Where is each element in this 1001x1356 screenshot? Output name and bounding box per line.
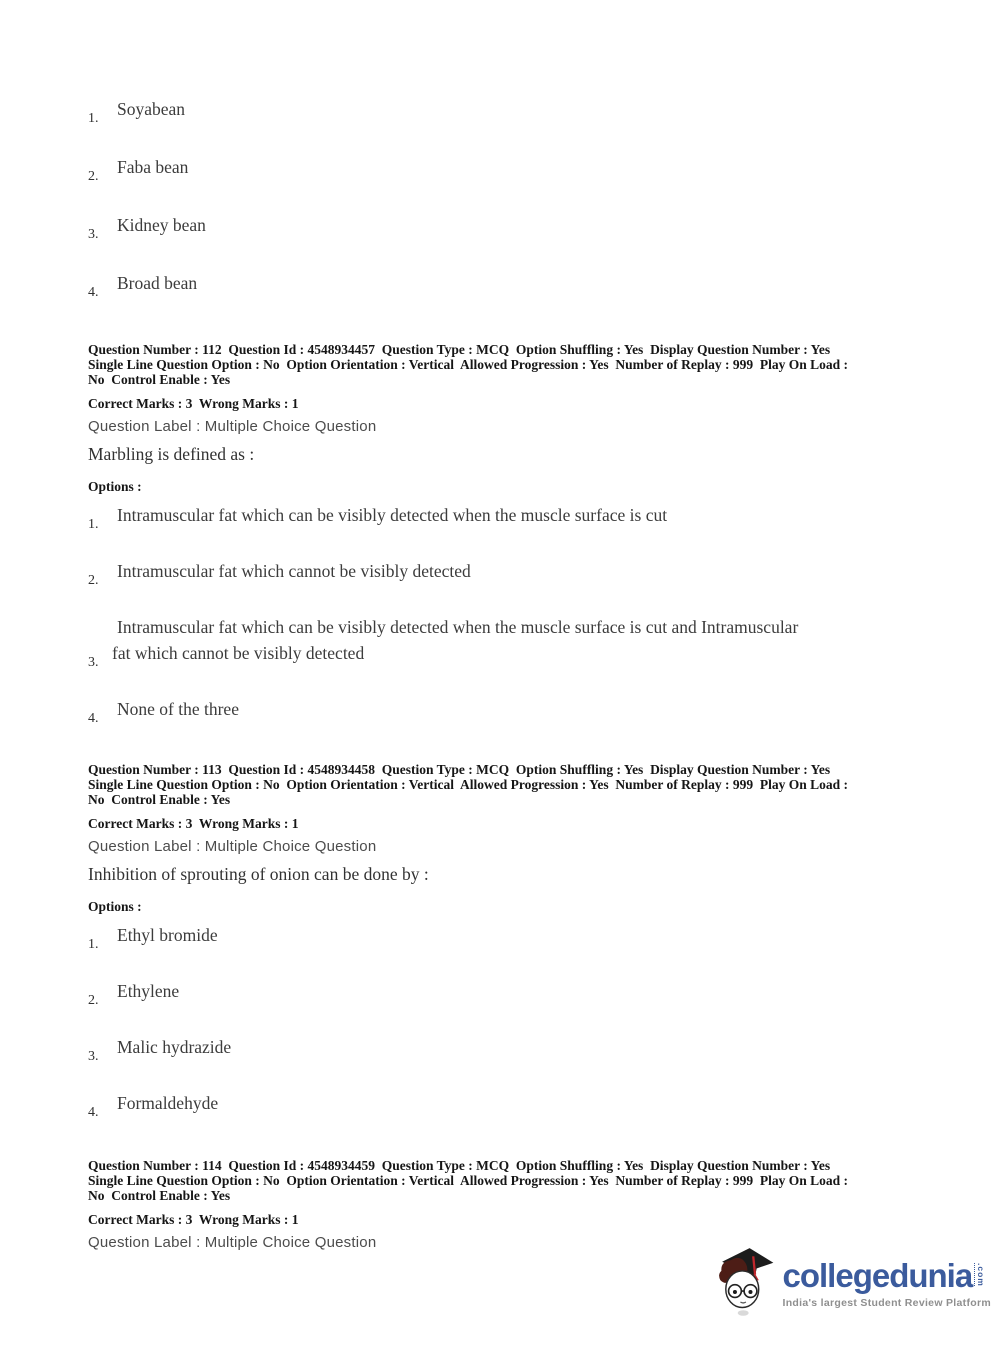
option-row <box>88 558 918 588</box>
metadata-line: Single Line Question Option : No Option Orientation : Vertical Allowed Progression : Yes Number of Replay : 999 Play On Load : <box>88 1173 849 1188</box>
metadata-line: No Control Enable : Yes <box>88 372 231 387</box>
options-heading: Options : <box>88 899 142 914</box>
option-row <box>88 212 918 242</box>
question-block-113 <box>88 762 918 1120</box>
question-label-line: Question Label : Multiple Choice Question <box>88 838 377 855</box>
option-label: Faba bean <box>117 157 189 177</box>
question-metadata <box>88 342 918 387</box>
option-number: 1. <box>88 111 99 126</box>
option-row <box>88 614 918 670</box>
metadata-line: Question Number : 112 Question Id : 4548934457 Question Type : MCQ Option Shuffling : Yes Display Question Number : Yes <box>88 342 831 357</box>
question-label-line: Question Label : Multiple Choice Question <box>88 1234 377 1251</box>
option-number: 3. <box>88 655 99 670</box>
option-label: Kidney bean <box>117 215 206 235</box>
question-metadata <box>88 762 918 807</box>
options-list <box>88 502 918 726</box>
option-label: Formaldehyde <box>117 1093 219 1113</box>
collegedunia-logo <box>713 1243 992 1324</box>
metadata-line: No Control Enable : Yes <box>88 1188 231 1203</box>
brand-tagline: India's largest Student Review Platform <box>782 1296 991 1309</box>
option-label: Ethylene <box>117 981 180 1001</box>
option-number: 2. <box>88 169 99 184</box>
metadata-line: Single Line Question Option : No Option Orientation : Vertical Allowed Progression : Yes Number of Replay : 999 Play On Load : <box>88 777 849 792</box>
options-list <box>88 922 918 1120</box>
marks-line: Correct Marks : 3 Wrong Marks : 1 <box>88 1212 299 1227</box>
option-row <box>88 502 918 532</box>
question-text: Inhibition of sprouting of onion can be done by : <box>88 864 429 884</box>
option-number: 2. <box>88 573 99 588</box>
metadata-line: Single Line Question Option : No Option Orientation : Vertical Allowed Progression : Yes Number of Replay : 999 Play On Load : <box>88 357 849 372</box>
metadata-line: Question Number : 113 Question Id : 4548934458 Question Type : MCQ Option Shuffling : Yes Display Question Number : Yes <box>88 762 831 777</box>
option-number: 4. <box>88 285 99 300</box>
option-row <box>88 922 918 952</box>
brand-name: collegedunia <box>782 1256 973 1294</box>
option-row <box>88 696 918 726</box>
question-block-112 <box>88 342 918 726</box>
option-label: None of the three <box>117 699 239 719</box>
option-label: Broad bean <box>117 273 198 293</box>
question-metadata <box>88 1158 918 1203</box>
option-row <box>88 270 918 300</box>
option-label: Ethyl bromide <box>117 925 218 945</box>
previous-question-options <box>88 0 918 300</box>
option-label: Intramuscular fat which can be visibly detected when the muscle surface is cut <box>117 505 668 525</box>
option-number: 3. <box>88 227 99 242</box>
option-number: 4. <box>88 711 99 726</box>
question-block-114 <box>88 1158 918 1251</box>
brand-suffix: .com <box>976 1262 987 1287</box>
option-row <box>88 978 918 1008</box>
option-row <box>88 1034 918 1064</box>
question-text: Marbling is defined as : <box>88 444 255 464</box>
marks-line: Correct Marks : 3 Wrong Marks : 1 <box>88 816 299 831</box>
question-label-line: Question Label : Multiple Choice Question <box>88 418 377 435</box>
option-number: 1. <box>88 937 99 952</box>
marks-line: Correct Marks : 3 Wrong Marks : 1 <box>88 396 299 411</box>
option-label: Malic hydrazide <box>117 1037 232 1057</box>
option-row <box>88 96 918 126</box>
option-number: 4. <box>88 1105 99 1120</box>
document-content <box>88 0 918 1251</box>
option-label: Intramuscular fat which cannot be visibly detected <box>117 561 471 581</box>
option-number: 3. <box>88 1049 99 1064</box>
logo-text <box>782 1256 992 1309</box>
option-label: Soyabean <box>117 99 186 119</box>
option-row <box>88 154 918 184</box>
mascot-icon <box>713 1243 777 1324</box>
option-row <box>88 1090 918 1120</box>
metadata-line: Question Number : 114 Question Id : 4548934459 Question Type : MCQ Option Shuffling : Yes Display Question Number : Yes <box>88 1158 831 1173</box>
option-number: 2. <box>88 993 99 1008</box>
option-number: 1. <box>88 517 99 532</box>
options-heading: Options : <box>88 479 142 494</box>
metadata-line: No Control Enable : Yes <box>88 792 231 807</box>
option-label: Intramuscular fat which can be visibly detected when the muscle surface is cut and Intramuscular fat which cannot be visibly detected <box>112 617 799 663</box>
